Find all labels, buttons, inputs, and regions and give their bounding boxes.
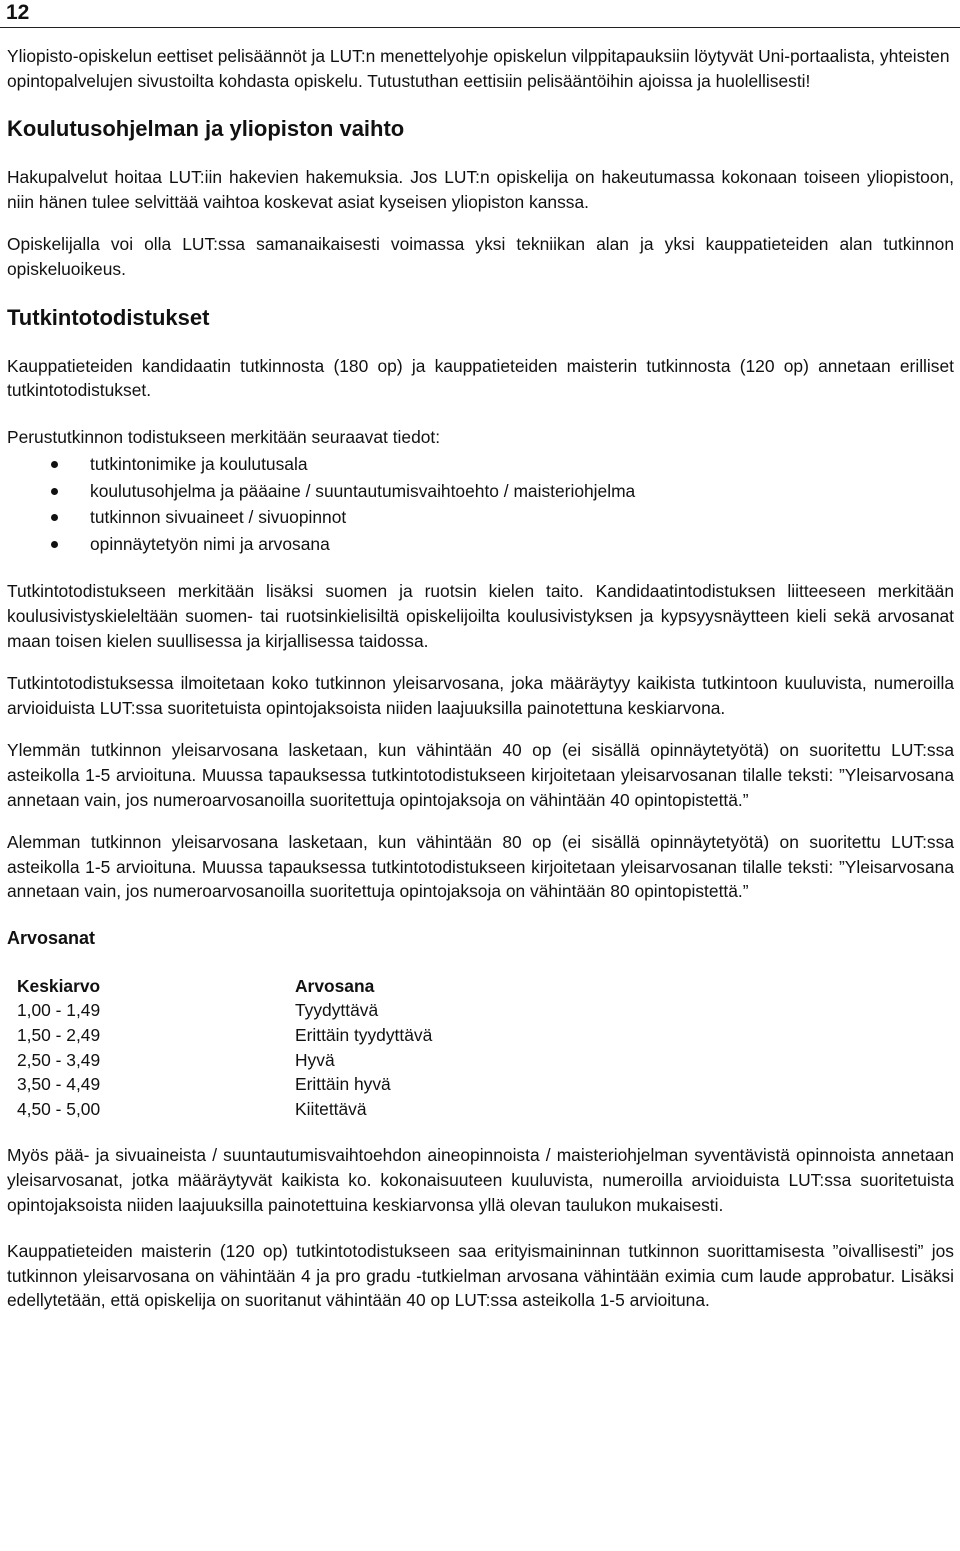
table-cell-keskiarvo: 4,50 - 5,00 <box>17 1098 101 1119</box>
list-item-text: tutkintonimike ja koulutusala <box>90 454 308 475</box>
table-row <box>17 1097 432 1122</box>
list-item-text: koulutusohjelma ja pääaine / suuntautumisvaihtoehto / maisteriohjelma <box>90 480 636 501</box>
document-body <box>7 44 954 1331</box>
list-intro: Perustutkinnon todistukseen merkitään seuraavat tiedot: <box>7 426 441 447</box>
table-cell-arvosana: Kiitettävä <box>295 1098 367 1119</box>
intro-paragraph: Yliopisto-opiskelun eettiset pelisäännöt ja LUT:n menettelyohje opiskelun vilppitapauksiin löytyvät Uni-portaalista, yhteisten opintopalvelujen sivustoilta kohdasta opiskelu. Tutustuthan eettisiin pelisääntöihin ajoissa ja huolellisesti! <box>7 46 950 91</box>
vaihto-paragraph-2: Opiskelijalla voi olla LUT:ssa samanaikaisesti voimassa yksi tekniikan alan ja yksi kauppatieteiden alan tutkinnon opiskeluoikeus. <box>7 234 954 279</box>
page-number: 12 <box>6 1 30 24</box>
list-item-text: opinnäytetyön nimi ja arvosana <box>90 533 330 554</box>
table-row <box>17 1072 432 1097</box>
header-rule <box>0 27 960 28</box>
bullet-icon <box>51 514 58 521</box>
table-row <box>17 1048 432 1073</box>
bullet-icon <box>51 461 58 468</box>
table-cell-arvosana: Erittäin tyydyttävä <box>295 1025 433 1046</box>
bullet-icon <box>51 488 58 495</box>
list-item <box>7 504 954 531</box>
tutkintotodistukset-paragraph-1: Kauppatieteiden kandidaatin tutkinnosta (180 op) ja kauppatieteiden maisterin tutkinnosta (120 op) annetaan erilliset tutkintotodistukset. <box>7 355 954 401</box>
table-cell-keskiarvo: 3,50 - 4,49 <box>17 1074 101 1095</box>
tutkintotodistukset-paragraph-3: Tutkintotodistuksessa ilmoitetaan koko tutkinnon yleisarvosana, joka määräytyy kaikista tutkintoon kuuluvista, numeroilla arvioiduista LUT:ssa suoritetuista opintojaksoista niiden laajuuksilla painotettuna keskiarvona. <box>7 673 954 718</box>
column-header-arvosana: Arvosana <box>295 975 375 996</box>
list-item <box>7 451 954 478</box>
table-cell-keskiarvo: 1,00 - 1,49 <box>17 1000 101 1021</box>
section-heading-tutkintotodistukset: Tutkintotodistukset <box>7 304 210 330</box>
vaihto-paragraph-1: Hakupalvelut hoitaa LUT:iin hakevien hakemuksia. Jos LUT:n opiskelija on hakeutumassa kokonaan toiseen yliopistoon, niin hänen tulee selvittää vaihtoa koskevat asiat kyseisen yliopiston kanssa. <box>7 167 954 212</box>
table-header-row <box>17 974 432 999</box>
list-item <box>7 478 954 505</box>
table-row <box>17 998 432 1023</box>
list-item <box>7 531 954 558</box>
table-cell-keskiarvo: 2,50 - 3,49 <box>17 1049 101 1070</box>
bullet-icon <box>51 541 58 548</box>
grades-table <box>17 974 432 1122</box>
tutkintotodistukset-paragraph-2: Tutkintotodistukseen merkitään lisäksi suomen ja ruotsin kielen taito. Kandidaatintodistuksen liitteeseen merkitään koulusivistyskieleltään suomen- tai ruotsinkielisiltä opiskelijoilta koulusivistyksen ja kypsyysnäytteen kieli sekä arvosanat maan toisen kielen suullisessa ja kirjallisessa taidossa. <box>7 581 954 651</box>
arvosanat-paragraph-1: Myös pää- ja sivuaineista / suuntautumisvaihtoehdon aineopinnoista / maisteriohjelman syventävistä opinnoista annetaan yleisarvosanat, jotka määräytyvät kaikista ko. kokonaisuuteen kuuluvista, numeroilla arvioiduista LUT:ssa suoritetuista opintojaksoista niiden laajuuksilla painotettuina keskiarvonsa yllä olevan taulukon mukaisesti. <box>7 1145 954 1215</box>
list-item-text: tutkinnon sivuaineet / sivuopinnot <box>90 507 347 528</box>
section-heading-arvosanat: Arvosanat <box>7 927 96 948</box>
section-heading-vaihto: Koulutusohjelman ja yliopiston vaihto <box>7 116 405 142</box>
table-cell-arvosana: Erittäin hyvä <box>295 1074 391 1095</box>
todistus-info-list <box>7 451 954 557</box>
column-header-keskiarvo: Keskiarvo <box>17 975 101 996</box>
arvosanat-paragraph-2: Kauppatieteiden maisterin (120 op) tutkintotodistukseen saa erityismaininnan tutkinnon suorittamisesta ”oivallisesti” jos tutkinnon yleisarvosana on vähintään 4 ja pro gradu -tutkielman arvosana vähintään eximia cum laude approbatur. Lisäksi edellytetään, että opiskelija on suoritanut vähintään 40 op LUT:ssa asteikolla 1-5 arvioituna. <box>7 1241 954 1311</box>
tutkintotodistukset-paragraph-4: Ylemmän tutkinnon yleisarvosana lasketaan, kun vähintään 40 op (ei sisällä opinnäytetyötä) on suoritettu LUT:ssa asteikolla 1-5 arvioituna. Muussa tapauksessa tutkintotodistukseen kirjoitetaan yleisarvosanan tilalle teksti: ”Yleisarvosana annetaan vain, jos numeroarvosanoilla suoritettuja opintojaksoja on vähintään 40 opintopistettä.” <box>7 740 954 810</box>
table-row <box>17 1023 432 1048</box>
tutkintotodistukset-paragraph-5: Alemman tutkinnon yleisarvosana lasketaan, kun vähintään 80 op (ei sisällä opinnäytetyötä) on suoritettu LUT:ssa asteikolla 1-5 arvioituna. Muussa tapauksessa tutkintotodistukseen kirjoitetaan yleisarvosanan tilalle teksti: ”Yleisarvosana annetaan vain, jos numeroarvosanoilla suoritettuja opintojaksoja on vähintään 80 opintopistettä.” <box>7 832 954 902</box>
table-cell-arvosana: Tyydyttävä <box>295 1000 379 1021</box>
table-cell-keskiarvo: 1,50 - 2,49 <box>17 1025 101 1046</box>
table-cell-arvosana: Hyvä <box>295 1049 335 1070</box>
